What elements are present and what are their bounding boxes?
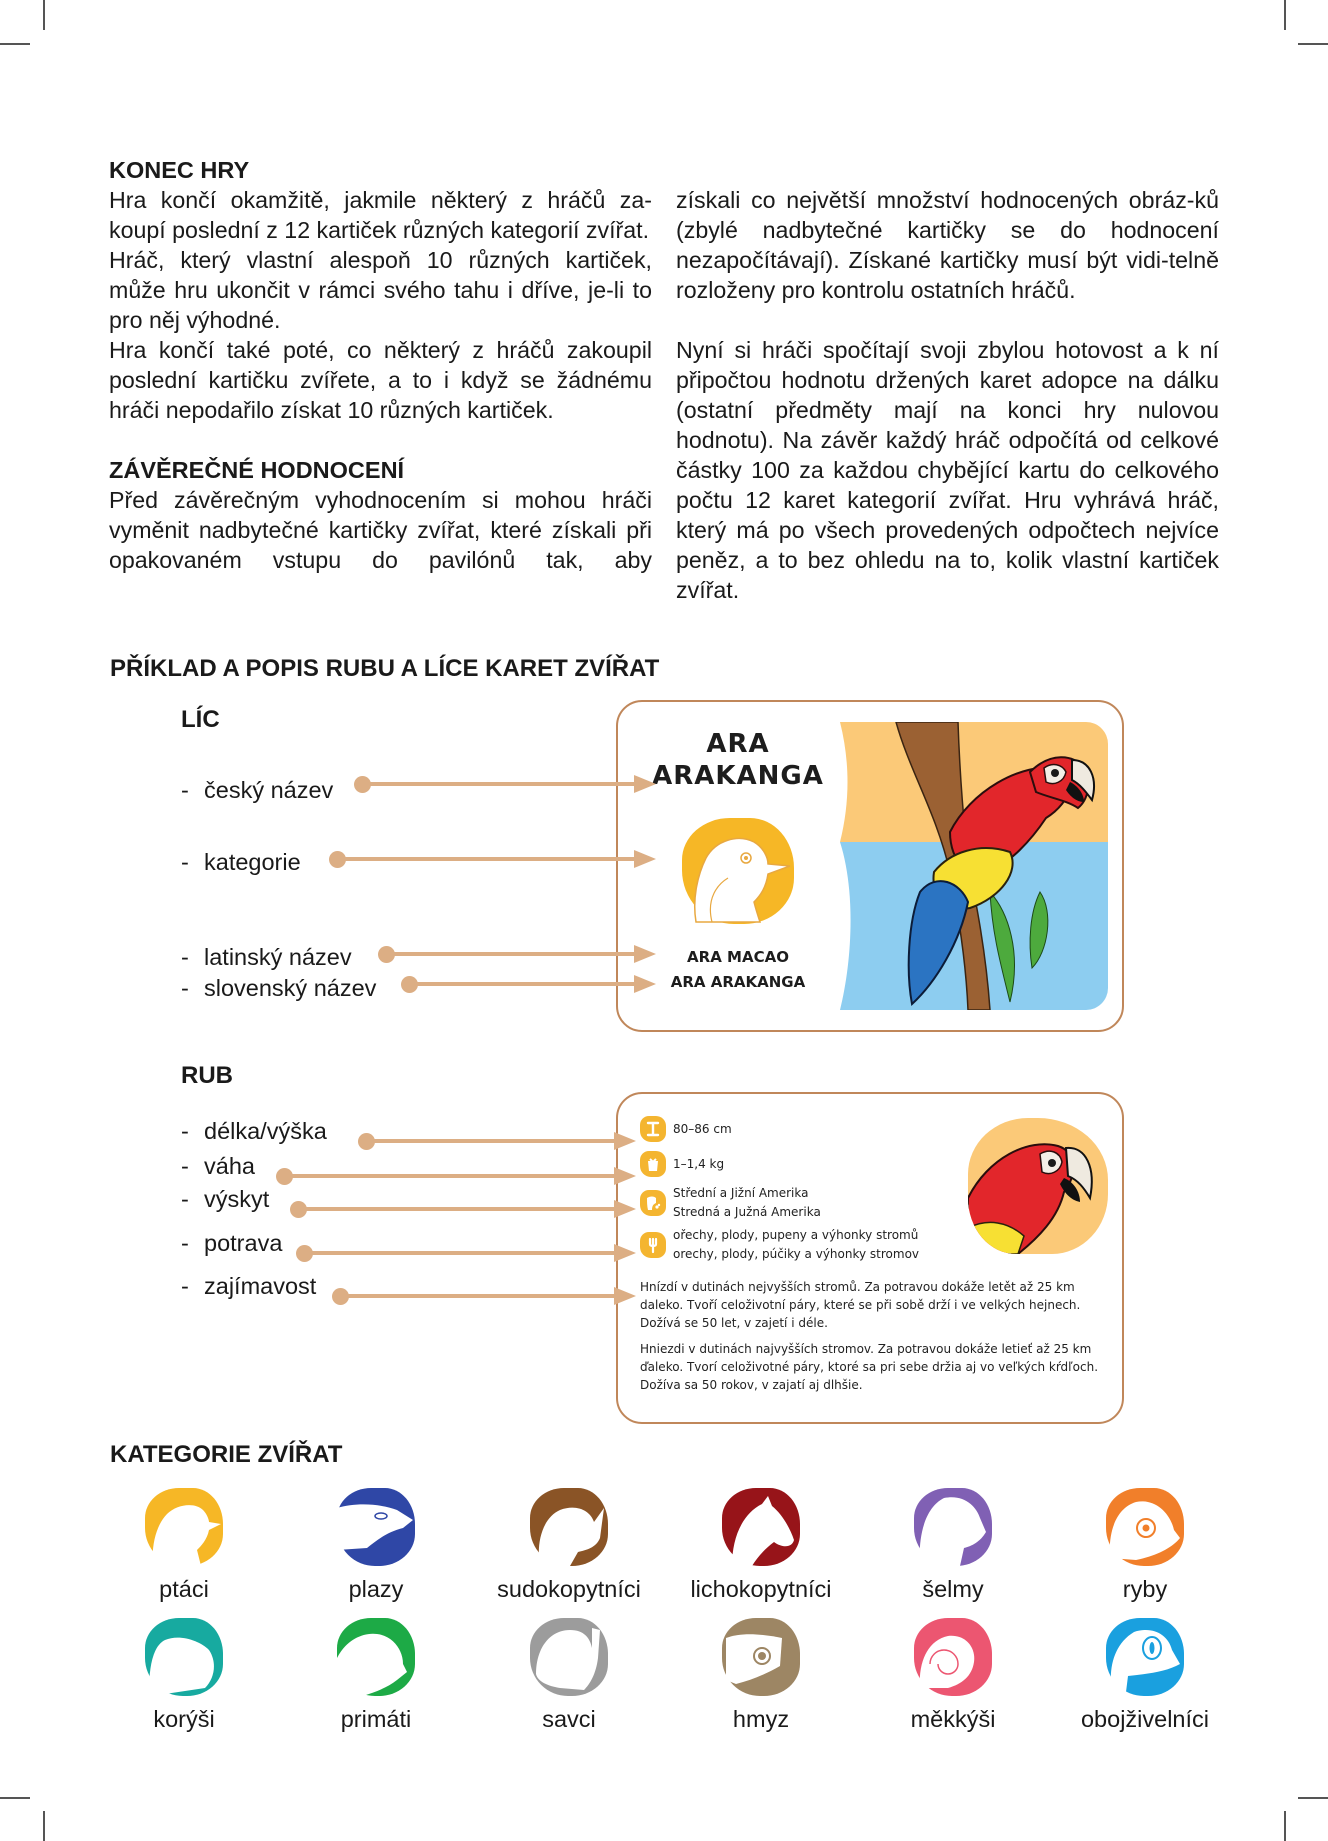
category-item (857, 1618, 1049, 1733)
category-name: primáti (340, 1706, 412, 1732)
category-name: korýši (153, 1706, 215, 1732)
crop-mark (0, 1797, 30, 1799)
category-name: plazy (348, 1576, 404, 1602)
zaverecne-hodnoceni-continued: získali co největší množství hodnocených obráz-ků (zbylé nadbytečné kartičky se do hodnocení nezapočítávají). Získané kartičky musí být vidi-telně rozloženy pro kontrolu ostatních hráčů. (676, 187, 1219, 303)
crop-mark (1284, 0, 1286, 30)
fork-icon (640, 1232, 666, 1258)
connector-line (409, 982, 642, 986)
connector-line (337, 857, 642, 861)
habitat-row (640, 1184, 821, 1222)
habitat-cz: Střední a Jižní Amerika (673, 1186, 809, 1200)
category-item (1049, 1488, 1241, 1603)
category-item (665, 1488, 857, 1603)
length-row: 80–86 cm (640, 1116, 732, 1142)
connector-line (362, 782, 642, 786)
reptile-icon (337, 1488, 415, 1566)
elephant-icon (530, 1618, 608, 1696)
connector-line (298, 1207, 622, 1211)
macaw-head-illustration (968, 1118, 1108, 1254)
gorilla-icon (337, 1618, 415, 1696)
crop-mark (0, 43, 30, 45)
arrow-icon (634, 850, 656, 868)
rhino-icon (530, 1488, 608, 1566)
category-item (88, 1488, 280, 1603)
fact-cz: Hnízdí v dutinách nejvyšších stromů. Za potravou dokáže letět až 25 km daleko. Tvoří celoživotní páry, které se při sobě drží i ve velkých hejnech. Dožívá se 50 let, v zajetí i déle. (640, 1280, 1081, 1330)
category-name: savci (542, 1706, 596, 1732)
insect-icon (722, 1618, 800, 1696)
front-label-category: - kategorie (181, 849, 301, 875)
height-measure-icon (640, 1116, 666, 1142)
category-name: ryby (1122, 1576, 1168, 1602)
crop-mark (1298, 1797, 1328, 1799)
front-label-slovak-name: - slovenský název (181, 975, 377, 1001)
arrow-icon (614, 1167, 636, 1185)
food-cz: ořechy, plody, pupeny a výhonky stromů (673, 1228, 919, 1242)
back-card-details (640, 1116, 940, 1276)
category-item (88, 1618, 280, 1733)
back-card (616, 1092, 1124, 1424)
back-label-weight: - váha (181, 1153, 255, 1179)
front-title: LÍC (181, 706, 220, 733)
left-column (109, 155, 652, 575)
konec-hry-heading: KONEC HRY (109, 157, 250, 183)
connector-line (366, 1139, 622, 1143)
card-slovak-name: ARA ARAKANGA (670, 973, 806, 991)
back-label-length: - délka/výška (181, 1118, 327, 1144)
card-czech-name: ARA ARAKANGA (652, 729, 824, 791)
habitat-sk: Stredná a Južná Amerika (673, 1205, 821, 1219)
category-name: měkkýši (910, 1706, 996, 1732)
fact-sk: Hniezdi v dutinách najvyšších stromov. Za potravou dokáže letieť až 25 km ďaleko. Tvorí celoživotné páry, ktoré sa pri sebe držia aj vo veľkých kŕdľoch. Dožíva sa 50 rokov, v zajatí aj dlhšie. (640, 1342, 1099, 1392)
bird-category-icon (682, 818, 794, 924)
card-latin-name: ARA MACAO (687, 948, 789, 966)
weight-icon (640, 1151, 666, 1177)
category-name: lichokopytníci (690, 1576, 832, 1602)
weight-row: 1–1,4 kg (640, 1151, 724, 1177)
category-name: sudokopytníci (497, 1576, 641, 1602)
arrow-icon (614, 1287, 636, 1305)
category-name: ptáci (159, 1576, 209, 1602)
connector-line (284, 1174, 622, 1178)
example-heading: PŘÍKLAD A POPIS RUBU A LÍCE KARET ZVÍŘAT (110, 655, 660, 682)
back-label-food: - potrava (181, 1230, 283, 1256)
snail-icon (914, 1618, 992, 1696)
arrow-icon (614, 1132, 636, 1150)
final-scoring-paragraph: Nyní si hráči spočítají svoji zbylou hotovost a k ní připočtou hodnotu držených karet adopce na dálku (ostatní předměty mají na konci hry nulovou hodnotu). Na závěr každý hráč odpočítá od celkové částky 100 za každou chybějící kartu do celkového počtu 12 karet kategorií zvířat. Hru vyhrává hráč, který má po všech provedených odpočtech nejvíce peněz, a to bez ohledu na to, kolik vlastní kartiček zvířat. (676, 337, 1219, 603)
zaverecne-hodnoceni-paragraph: Před závěrečným vyhodnocením si mohou hráči vyměnit nadbytečné kartičky zvířat, které získali při opakovaném vstupu do pavilónů tak, aby (109, 487, 652, 573)
category-item (665, 1618, 857, 1733)
arrow-icon (634, 975, 656, 993)
arrow-icon (614, 1200, 636, 1218)
scarlet-macaw-illustration (840, 722, 1108, 1010)
crab-icon (145, 1618, 223, 1696)
connector-line (340, 1294, 622, 1298)
category-item (280, 1618, 472, 1733)
connector-line (304, 1251, 622, 1255)
arrow-icon (614, 1244, 636, 1262)
category-item (473, 1618, 665, 1733)
bird-icon (145, 1488, 223, 1566)
category-item (280, 1488, 472, 1603)
front-label-latin-name: - latinský název (181, 944, 352, 970)
back-title: RUB (181, 1062, 233, 1089)
zaverecne-hodnoceni-heading: ZÁVĚREČNÉ HODNOCENÍ (109, 457, 405, 483)
globe-map-icon (640, 1190, 666, 1216)
food-sk: orechy, plody, púčiky a výhonky stromov (673, 1247, 920, 1261)
card-latin-slovak-names (638, 945, 838, 995)
category-item (857, 1488, 1049, 1603)
frog-icon (1106, 1618, 1184, 1696)
konec-hry-paragraph: Hra končí okamžitě, jakmile některý z hráčů za-koupí poslední z 12 kartiček různých kategorií zvířat. (109, 187, 652, 243)
horse-icon (722, 1488, 800, 1566)
konec-hry-paragraph: Hráč, který vlastní alespoň 10 různých kartiček, může hru ukončit v rámci svého tahu i dříve, je-li to pro něj výhodné. (109, 247, 652, 333)
right-column (676, 185, 1219, 605)
category-name: šelmy (922, 1576, 984, 1602)
arrow-icon (634, 775, 656, 793)
crop-mark (43, 1811, 45, 1841)
crop-mark (1298, 43, 1328, 45)
crop-mark (43, 0, 45, 30)
back-label-habitat: - výskyt (181, 1186, 270, 1212)
categories-heading: KATEGORIE ZVÍŘAT (110, 1441, 343, 1468)
fish-icon (1106, 1488, 1184, 1566)
front-card (616, 700, 1124, 1032)
category-item (1049, 1618, 1241, 1733)
lion-icon (914, 1488, 992, 1566)
category-item (473, 1488, 665, 1603)
konec-hry-paragraph: Hra končí také poté, co některý z hráčů zakoupil poslední kartičku zvířete, a to i když se žádnému hráči nepodařilo získat 10 různých kartiček. (109, 337, 652, 423)
arrow-icon (634, 945, 656, 963)
food-row (640, 1226, 919, 1264)
crop-mark (1284, 1811, 1286, 1841)
connector-line (386, 952, 642, 956)
front-label-czech-name: - český název (181, 777, 334, 803)
back-label-fact: - zajímavost (181, 1273, 317, 1299)
category-name: obojživelníci (1080, 1706, 1209, 1732)
category-name: hmyz (732, 1706, 790, 1732)
